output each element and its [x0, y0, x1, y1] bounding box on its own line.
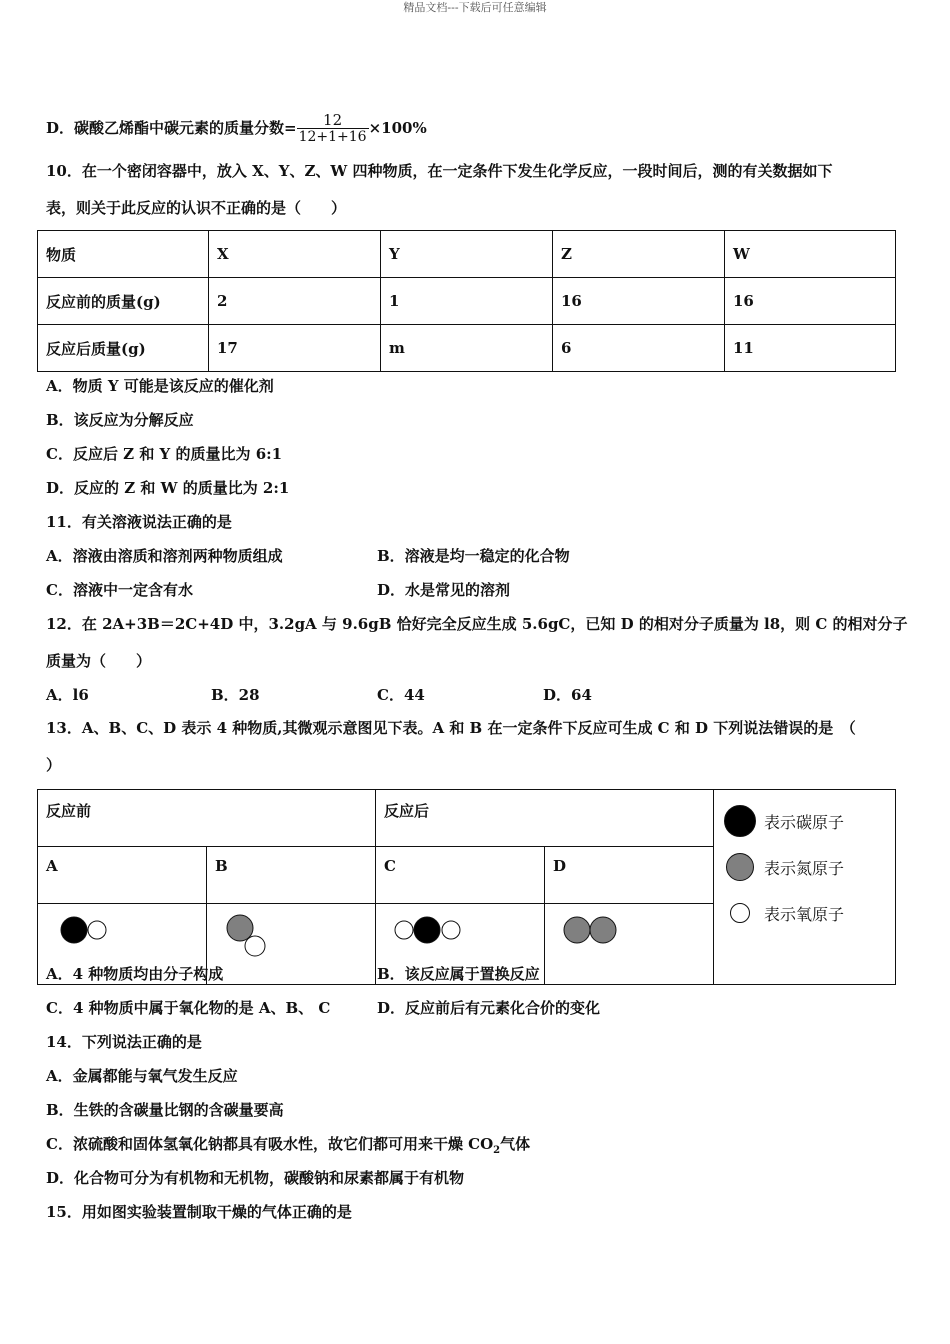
table-cell: 17	[209, 325, 381, 372]
table-cell: 16	[553, 278, 725, 325]
q10-option-a: A．物质 Y 可能是该反应的催化剂	[46, 377, 274, 395]
table-cell-label-c: C	[376, 847, 545, 904]
legend-nitrogen-label: 表示氮原子	[764, 858, 845, 878]
q13-option-b: B．该反应属于置换反应	[377, 965, 540, 983]
q10-option-d: D．反应的 Z 和 W 的质量比为 2:1	[46, 479, 290, 497]
q9d-suffix: ×100%	[368, 119, 427, 137]
table-row	[38, 325, 896, 372]
molecule-b-no-icon	[207, 904, 375, 980]
table-cell-before: 反应前	[38, 790, 376, 847]
table-cell-label-b: B	[207, 847, 376, 904]
molecule-b-cell	[207, 904, 376, 985]
legend-oxygen-label: 表示氧原子	[764, 904, 845, 924]
q11-stem: 11．有关溶液说法正确的是	[46, 513, 232, 531]
legend-nitrogen	[724, 844, 885, 890]
table-cell: 2	[209, 278, 381, 325]
q13-option-c: C．4 种物质中属于氧化物的是 A、B、 C	[46, 999, 331, 1017]
table-cell: 物质	[38, 231, 209, 278]
table-cell: m	[381, 325, 553, 372]
q14-option-c	[46, 1134, 530, 1161]
table-cell: Z	[553, 231, 725, 278]
table-cell: Y	[381, 231, 553, 278]
page-header: 精品文档---下载后可任意编辑	[403, 1, 547, 14]
table-cell: 11	[725, 325, 896, 372]
q14-option-b: B．生铁的含碳量比钢的含碳量要高	[46, 1101, 284, 1119]
q12-option-d: D．64	[543, 686, 592, 704]
fraction	[297, 112, 369, 146]
q14-option-a: A．金属都能与氧气发生反应	[46, 1067, 238, 1085]
q12-option-a: A．l6	[46, 686, 89, 704]
q12-stem-line2: 质量为（ ）	[46, 652, 152, 670]
fraction-denominator: 12+1+16	[298, 129, 367, 145]
q10-stem-line1: 10．在一个密闭容器中，放入 X、Y、Z、W 四种物质，在一定条件下发生化学反应，一段时间后，测的有关数据如下	[46, 162, 833, 180]
q10-option-c: C．反应后 Z 和 Y 的质量比为 6:1	[46, 445, 283, 463]
legend-carbon-label: 表示碳原子	[764, 812, 845, 832]
carbon-atom-icon	[724, 805, 756, 837]
q10-option-b: B．该反应为分解反应	[46, 411, 194, 429]
q15-stem: 15．用如图实验装置制取干燥的气体正确的是	[46, 1203, 352, 1221]
table-cell: W	[725, 231, 896, 278]
molecule-d-n2-icon	[545, 904, 713, 980]
q14-stem: 14．下列说法正确的是	[46, 1033, 202, 1051]
q14c-subscript: 2	[493, 1145, 501, 1156]
q9-option-d	[46, 112, 427, 146]
table-cell-after: 反应后	[376, 790, 714, 847]
legend-carbon	[724, 798, 885, 844]
q11-option-b: B．溶液是均一稳定的化合物	[377, 547, 570, 565]
q14c-text: C．浓硫酸和固体氢氧化钠都具有吸水性，故它们都可用来干燥 CO	[46, 1135, 494, 1153]
q11-option-a: A．溶液由溶质和溶剂两种物质组成	[46, 547, 283, 565]
legend-oxygen	[724, 890, 885, 936]
q13-option-a: A．4 种物质均由分子构成	[46, 965, 224, 983]
q14c-text-end: 气体	[500, 1135, 531, 1153]
q13-stem-line1: 13．A、B、C、D 表示 4 种物质,其微观示意图见下表。A 和 B 在一定条件下反应可生成 C 和 D 下列说法错误的是 （	[46, 719, 856, 737]
table-cell-label-d: D	[545, 847, 714, 904]
oxygen-atom-icon	[730, 903, 750, 923]
table-row	[38, 278, 896, 325]
q12-stem-line1: 12．在 2A+3B＝2C+4D 中，3.2gA 与 9.6gB 恰好完全反应生成 5.6gC，已知 D 的相对分子质量为 l8，则 C 的相对分子	[46, 615, 908, 633]
table-cell: 6	[553, 325, 725, 372]
q11-option-d: D．水是常见的溶剂	[377, 581, 511, 599]
q12-option-c: C．44	[377, 686, 425, 704]
table-cell: 反应后质量(g)	[38, 325, 209, 372]
table-cell: 1	[381, 278, 553, 325]
q14-option-d: D．化合物可分为有机物和无机物，碳酸钠和尿素都属于有机物	[46, 1169, 465, 1187]
q10-stem-line2: 表，则关于此反应的认识不正确的是（ ）	[46, 199, 347, 217]
legend	[714, 790, 896, 985]
q13-stem-line2: ）	[46, 756, 62, 774]
q11-option-c: C．溶液中一定含有水	[46, 581, 193, 599]
q13-molecule-table	[37, 789, 896, 985]
q12-option-b: B．28	[211, 686, 260, 704]
q9d-prefix: D．碳酸乙烯酯中碳元素的质量分数=	[46, 119, 297, 137]
table-cell: X	[209, 231, 381, 278]
q10-data-table	[37, 230, 896, 372]
table-cell-label-a: A	[38, 847, 207, 904]
nitrogen-atom-icon	[726, 853, 754, 881]
table-header-row	[38, 231, 896, 278]
molecule-d-cell	[545, 904, 714, 985]
table-cell: 反应前的质量(g)	[38, 278, 209, 325]
fraction-numerator: 12	[297, 112, 369, 129]
q13-option-d: D．反应前后有元素化合价的变化	[377, 999, 601, 1017]
table-cell: 16	[725, 278, 896, 325]
